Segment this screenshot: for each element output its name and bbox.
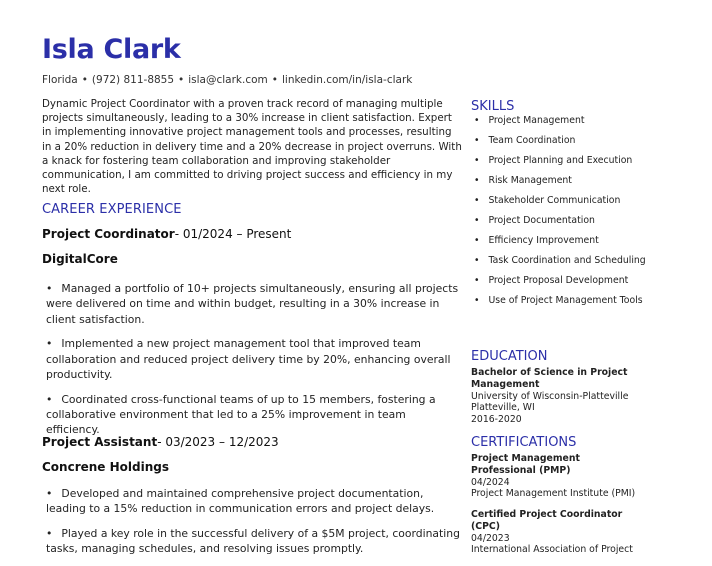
separator: • — [81, 74, 88, 86]
bullet-text: Coordinated cross-functional teams of up to 15 members, fostering a collaborative environment that led to a 25% improvement in team efficiency. — [46, 392, 436, 437]
skill-text: Risk Management — [488, 175, 572, 186]
bullet-icon: • — [474, 135, 480, 146]
job-title-1 — [42, 227, 291, 241]
skills-list — [474, 115, 649, 315]
certifications-heading: CERTIFICATIONS — [471, 435, 577, 450]
list-item — [42, 336, 462, 382]
list-item — [474, 175, 649, 187]
list-item — [42, 486, 462, 517]
contact-location: Florida — [42, 74, 78, 86]
skill-text: Team Coordination — [488, 135, 576, 146]
list-item — [42, 281, 462, 327]
contact-phone: (972) 811-8855 — [91, 74, 175, 86]
list-item — [474, 115, 649, 127]
bullet-text: Developed and maintained comprehensive project documentation, leading to a 15% reduction in communication errors and project delays. — [46, 487, 435, 516]
bullet-icon: • — [46, 527, 53, 541]
certification-date: 04/2023 — [471, 532, 510, 544]
bullet-icon: • — [474, 255, 480, 266]
certification-date: 04/2024 — [471, 476, 510, 488]
certification-2 — [471, 509, 646, 556]
education-heading: EDUCATION — [471, 349, 548, 364]
bullet-text: Implemented a new project management tool that improved team collaboration and reduced project delivery time by 20%, enhancing overall productivity. — [46, 337, 451, 381]
contact-email: isla@clark.com — [188, 74, 268, 86]
skill-text: Project Documentation — [488, 215, 595, 226]
skill-text: Project Proposal Development — [488, 275, 629, 286]
bullet-text: Played a key role in the successful delivery of a $5M project, coordinating tasks, managing schedules, and resolving issues promptly. — [46, 527, 460, 556]
bullet-icon: • — [46, 282, 53, 295]
bullet-icon: • — [474, 295, 480, 306]
job-company-1: DigitalCore — [42, 252, 118, 266]
bullet-icon: • — [474, 155, 480, 166]
bullet-icon: • — [474, 195, 480, 206]
separator: • — [271, 74, 278, 86]
job-bullets-2 — [42, 486, 462, 566]
education-school: University of Wisconsin-Platteville — [471, 390, 629, 402]
job-dates: - 01/2024 – Present — [174, 227, 292, 241]
job-title-text: Project Coordinator — [42, 227, 175, 241]
bullet-icon: • — [474, 175, 480, 186]
list-item — [474, 295, 649, 307]
list-item — [42, 392, 462, 438]
skill-text: Task Coordination and Scheduling — [488, 255, 646, 266]
bullet-icon: • — [474, 235, 480, 246]
summary: Dynamic Project Coordinator with a proven track record of managing multiple projects simultaneously, leading to a 30% increase in client satisfaction. Expert in implementing innovative project management tools and processes, resulting in a 20% reduction in delivery time and a 20% decrease in project overruns. With a knack for fostering team collaboration and improving stakeholder communication, I am committed to driving project success and efficiency in my next role. — [42, 98, 462, 196]
job-bullets-1 — [42, 281, 462, 447]
resume-name: Isla Clark — [42, 34, 181, 65]
education-degree: Bachelor of Science in Project Management — [471, 367, 628, 390]
certification-name: Project Management Professional (PMP) — [471, 453, 580, 476]
bullet-text: Managed a portfolio of 10+ projects simultaneously, ensuring all projects were delivered on time and within budget, resulting in a 30% increase in client satisfaction. — [46, 282, 459, 326]
job-title-2 — [42, 435, 279, 449]
skill-text: Stakeholder Communication — [488, 195, 621, 206]
list-item — [42, 526, 462, 557]
contact-linkedin: linkedin.com/in/isla-clark — [281, 74, 413, 86]
bullet-icon: • — [46, 337, 53, 351]
bullet-icon: • — [474, 275, 480, 286]
education-location: Platteville, WI — [471, 402, 535, 414]
bullet-icon: • — [46, 392, 53, 406]
list-item — [474, 155, 649, 167]
list-item — [474, 275, 649, 287]
experience-heading: CAREER EXPERIENCE — [42, 202, 182, 217]
skill-text: Project Management — [488, 115, 585, 126]
skill-text: Efficiency Improvement — [488, 235, 599, 246]
education-dates: 2016-2020 — [471, 414, 522, 426]
certification-name: Certified Project Coordinator (CPC) — [471, 509, 623, 532]
skill-text: Project Planning and Execution — [488, 155, 633, 166]
contact-line — [42, 74, 412, 86]
education-block — [471, 367, 646, 426]
list-item — [474, 135, 649, 147]
bullet-icon: • — [474, 215, 480, 226]
list-item — [474, 235, 649, 247]
list-item — [474, 255, 649, 267]
skill-text: Use of Project Management Tools — [488, 295, 643, 306]
separator: • — [178, 74, 185, 86]
job-company-2: Concrene Holdings — [42, 460, 170, 474]
certification-issuer: Project Management Institute (PMI) — [471, 488, 636, 500]
job-title-text: Project Assistant — [42, 435, 158, 449]
certification-issuer: International Association of Project — [471, 544, 633, 556]
bullet-icon: • — [46, 487, 53, 500]
list-item — [474, 195, 649, 207]
certification-1 — [471, 453, 646, 500]
job-dates: - 03/2023 – 12/2023 — [157, 435, 279, 449]
list-item — [474, 215, 649, 227]
bullet-icon: • — [474, 115, 480, 126]
skills-heading: SKILLS — [471, 99, 515, 114]
